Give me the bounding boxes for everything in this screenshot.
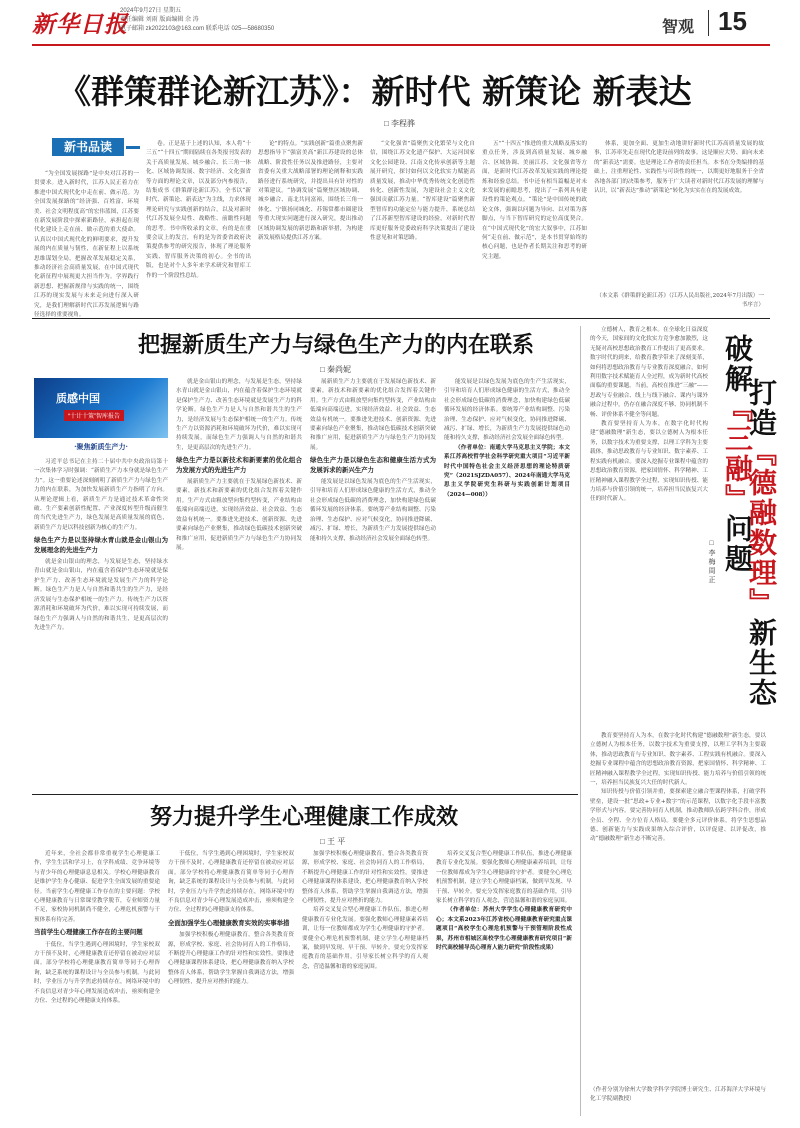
think-tank-banner bbox=[34, 378, 168, 438]
header-rule bbox=[32, 44, 770, 46]
banner-title: 质感中国 bbox=[56, 393, 100, 405]
right-column-divider bbox=[580, 326, 581, 1116]
page-number: 15 bbox=[718, 6, 747, 36]
issue-date: 2024年9月27日 星期五 bbox=[120, 8, 182, 14]
article3-col-1: 近年来，全社会都非常重视学生心理健康工作，学生生活和学习上，在学科成绩、竞争环境等与青少年的心理健康息息相关。学校心理健康教育是维护学生身心健康、促进学生全面发展的重要途径。当前学生心理健康工作存在的主要问题：学校心理健康教育与日常课堂教学脱节，专业师资力量不足，家校协同机制尚不健全，心理危机预警与干预体系有待完善。 当前学生心理健康工作存在的主要问题 于低位，当学生遇到心理困境时，学生家校双方干预不及时，心理健康教育还停留在被动应对层面。部分学校将心理健康教育简单等同于心理咨询，缺乏系统的课程设计与全员参与机制。与此同时，学业压力与升学焦虑持续存在，网络环境中的不良信息对青少年心理发展造成冲击，亟须构建全方位、全过程的心理健康支持体系。 bbox=[34, 851, 160, 1005]
article1-col-1: “为全国发展探路”是中央对江苏的一贯要求。进入新时代，江苏人民正着力在推进中国式现代化中走在前、做示范。为全国发展探路的“经济强、百姓富、环境美、社会文明程度高”的宏伟蓝图，江苏要在新发展阶段中探索新路径，承担起在现代化建设上走在前、做示范的重大使命。认真以中国式现代化的鲜明要求，提升发展的内在质量与韧性，在新征程上以系统思维谋划全局，把握改革发展稳定关系，推动经济社会高质量发展，在中国式现代化新征程中展现更大担当作为。学界践行新思想、把握新规律与实践的统一，围绕江苏的现实发展与未来走向进行深入研究，是我们理解新时代江苏发展逻辑与路径选择的重要视角。 bbox=[34, 171, 139, 319]
article2-title: 把握新质生产力与绿色生产力的内在联系 bbox=[138, 332, 535, 358]
article1-col-5: 五”“十四五”推进的重大战略及落实的重点任务，涉及到高质量发展、城乡融合、区域协调、美丽江苏、文化强省等方面，是新时代江苏改革发展实践的理论提炼和经验总结。书中还有相当篇幅是对未来发展的前瞻思考，提出了一系列具有建设性的策论观点。“策论”是中国传统的政论文体，强调以问题为导向、以对策为落脚点，与当下智库研究的定位高度契合。在“中国式现代化”的宏大叙事中，江苏如何“走在前、做示范”，是本书贯穿始终的核心问题，也是作者长期关注和思考的研究主题。 bbox=[482, 141, 587, 260]
masthead bbox=[0, 0, 800, 44]
article1-bottom-rule bbox=[32, 318, 770, 319]
article1-col-6: 体系，更加全面、更加生动地讲好新时代江苏高质量发展的故事，江苏率先走在现代化建设前列的故事。这是顺应大势、面向未来的“新表达”需要。也是理论工作者的责任担当。本书在分类编排的基础上，注重理论性、实践性与可读性的统一，以期更好地服务于全省各地各部门的决策参考，服务于广大读者对新时代江苏发展的理解与认识，以“新表达”推动“新策论”转化为实实在在的发展成效。 bbox=[594, 141, 764, 195]
article4-title: 破解『三融』问题 bbox=[721, 334, 754, 574]
article4-author: □ 李 梅 周 正 bbox=[708, 540, 715, 583]
article4-col-1: 立德树人，教育之根本。在全球化日益深度的今天，国家间的文化软实力竞争愈加激烈，这无疑对高校思想政治教育工作提出了更高要求。数字时代的到来，给教育教学带来了深刻变革，如何将思想政治教育与专业教育深度融合，如何利用数字技术赋能育人全过程，成为新时代高校面临的重要课题。当前，高校在推进“三融”——思政与专业融合、线上与线下融合、课内与课外融合过程中，仍存在融合深度不够、协同机制不畅、评价体系不健全等问题。 教育要坚持育人为本，在数字化时代构建“德融数理”新生态，要以立德树人为根本任务，以数字技术为重要支撑，以理工学科为主要载体，推动思政教育与专业知识、数字素养、工程实践有机融合。要深入挖掘专业课程中蕴含的思想政治教育资源，把家国情怀、科学精神、工匠精神融入课程教学全过程，实现知识传授、能力培养与价值引领的统一，培养担当民族复兴大任的时代新人。 bbox=[590, 327, 708, 503]
article1-author: □ 李程骅 bbox=[384, 119, 416, 128]
article3-col-2: 于低位，当学生遇到心理困境时，学生家校双方干预不及时，心理健康教育还停留在被动应对层面。部分学校将心理健康教育简单等同于心理咨询，缺乏系统的课程设计与全员参与机制。与此同时，学业压力与升学焦虑持续存在，网络环境中的不良信息对青少年心理发展造成冲击，亟须构建全方位、全过程的心理健康支持体系。 全面加强学生心理健康教育实效的实事举措 加强学校积极心理健康教育，整合各类教育资源，形成学校、家庭、社会协同育人的工作格局，不断提升心理健康工作的针对性和实效性。要推进心理健康课程体系建设，把心理健康教育纳入学校整体育人体系，帮助学生掌握自我调适方法，增强心理韧性，提升应对挫折的能力。 bbox=[168, 851, 294, 986]
header-divider bbox=[708, 10, 709, 36]
article2-author: □ 秦尚妮 bbox=[320, 365, 352, 374]
article3-title: 努力提升学生心理健康工作成效 bbox=[150, 804, 459, 830]
article1-footnote: （本文系《群策群论新江苏》（江苏人民出版社,2024年7月出版）一书序言） bbox=[596, 293, 764, 309]
article4-col-2: 教育要坚持育人为本，在数字化时代构建“德融数理”新生态，要以立德树人为根本任务，以数字技术为重要支撑，以理工学科为主要载体，推动思政教育与专业知识、数字素养、工程实践有机融合。要深入挖掘专业课程中蕴含的思想政治教育资源，把家国情怀、科学精神、工匠精神融入课程教学全过程，实现知识传授、能力培养与价值引领的统一，培养担当民族复兴大任的时代新人。 知识传授与价值引领并重，要探索建立融合型课程体系，打破学科壁垒，建设一批“思政+专业+数字”的示范课程，以数字化手段丰富教学形式与内容。要完善协同育人机制，推动教师队伍跨学科合作，形成全员、全程、全方位育人格局。要健全多元评价体系，将学生思想品德、创新能力与实践成果纳入综合评价，以评促建、以评促改，推动“德融数理”新生态不断完善。 bbox=[590, 733, 766, 843]
article1-col-3: 论”的特点。“实践创新”篇重点聚焦新思想指导下“强富美高”新江苏建设的总体战略、阶段性任务以及推进路径，主要对省委有关重大战略部署的理论阐释和实践路径进行系统研究，并提出具有针对性的对策建议。“协调发展”篇聚焦区域协调、城乡融合、南北共同富裕，围绕长三角一体化、宁镇扬同城化、苏锡常都市圈建设等重大现实问题进行深入研究，提出推动区域协调发展的新思路和新举措，为构建新发展格局提供江苏方案。 bbox=[258, 141, 363, 242]
editor-info: 责任编辑 刘雨 版面编辑 余 涛 bbox=[120, 17, 199, 23]
newspaper-logo: 新华日报 bbox=[32, 11, 128, 38]
article4-note: （作者分别为徐州大学数学科学学院博士研究生、江苏海洋大学环境与化工学院副教授） bbox=[590, 1087, 766, 1103]
article2-bottom-rule bbox=[32, 794, 578, 795]
article2-col-2: 就是金山银山的理念，与发展是生态，坚持绿水青山就是金山银山，内在蕴含着保护生态环境就是保护生产力、改善生态环境就是发展生产力的科学论断。绿色生产力是人与自然和谐共生的生产力，是经济发展与生态保护相统一的生产力。传统生产力以资源消耗和环境破坏为代价，难以实现可持续发展，而绿色生产力强调人与自然的和谐共生，是更高层次的先进生产力。 绿色生产力是以新技术和新要素的优化组合为发展方式的先进生产力 展新质生产力主要就在于发展绿色新技术、新要素，新技术和新要素的优化组合发挥着关键作用。生产方式由粗放型向集约型转变，产业结构由低端向高端迈进，实现经济效益、社会效益、生态效益有机统一。要推进先进技术、创新资源、先进要素向绿色产业聚集，推动绿色低碳技术创新突破和推广应用，促进新质生产力与绿色生产力协同发展。 bbox=[176, 379, 302, 551]
banner-subtitle: “十计十策”智库报告 bbox=[64, 410, 124, 421]
article2-col-1: 习近平总书记在主持二十届中共中央政治局第十一次集体学习时强调：“新质生产力本身就是绿色生产力”。这一重要论述深刻阐明了新质生产力与绿色生产力的内在联系，为加快发展新质生产力指明了方向。从理论逻辑上看，新质生产力是通过技术革命性突破、生产要素创新性配置、产业深度转型升级而催生的当代先进生产力，绿色发展是高质量发展的底色，新质生产力是以科技创新为核心的生产力。 绿色生产力是以坚持绿水青山就是金山银山为发展理念的先进生产力 就是金山银山的理念，与发展是生态，坚持绿水青山就是金山银山，内在蕴含着保护生态环境就是保护生产力、改善生态环境就是发展生产力的科学论断。绿色生产力是人与自然和谐共生的生产力，是经济发展与生态保护相统一的生产力。传统生产力以资源消耗和环境破坏为代价，难以实现可持续发展，而绿色生产力强调人与自然的和谐共生，是更高层次的先进生产力。 bbox=[34, 459, 168, 631]
article4-title-line2: 打造『德融数理』新生态 bbox=[745, 378, 778, 708]
article2-col-3: 展新质生产力主要就在于发展绿色新技术、新要素，新技术和新要素的优化组合发挥着关键作用。生产方式由粗放型向集约型转变，产业结构由低端向高端迈进，实现经济效益、社会效益、生态效益有机统一。要推进先进技术、创新资源、先进要素向绿色产业聚集，推动绿色低碳技术创新突破和推广应用，促进新质生产力与绿色生产力协同发展。 绿色生产力是以绿色生态和健康生活方式为发展诉求的新兴生产力 能发展是以绿色发展为底色的生产生活现实，引导和培育人们形成绿色健康的生活方式，推动全社会形成绿色低碳的消费理念，加快构建绿色低碳循环发展的经济体系。要统筹产业结构调整、污染治理、生态保护、应对气候变化，协同推进降碳、减污、扩绿、增长，为新质生产力发展提供绿色动能和持久支撑，推动经济社会发展全面绿色转型。 bbox=[310, 379, 436, 542]
contact-info: 电子邮箱 zk2022103@163.com 联系电话 025—58680350 bbox=[120, 26, 275, 32]
article3-col-3: 加强学校积极心理健康教育，整合各类教育资源，形成学校、家庭、社会协同育人的工作格局，不断提升心理健康工作的针对性和实效性。要推进心理健康课程体系建设，把心理健康教育纳入学校整体育人体系，帮助学生掌握自我调适方法，增强心理韧性，提升应对挫折的能力。 培养交叉复合型心理健康工作队伍，推进心理健康教育专业化发展。要强化教师心理健康素养培训，让每一位教师都成为学生心理健康的守护者。要健全心理危机预警机制，建立学生心理健康档案，做到早发现、早干预、早转介。要充分发挥家庭教育的基础作用，引导家长树立科学的育人观念，营造温馨和谐的家庭氛围。 bbox=[302, 851, 428, 970]
article1-title: 《群策群论新江苏》：新时代 新策论 新表达 bbox=[58, 72, 692, 111]
article1-col-2: 卷。正是基于上述的认知，本人将“十三五”“十四五”期间陆续在各类报刊发表的关于高质量发展、城乡融合、长三角一体化、区域协调发展、数字经济、文化强省等方面的理论文章，以及部分内参报告，结集成书《群策群论新江苏》。全书以“新时代、新策论、新表达”为主线，力求体现理论研究与实践创新的结合，以及对新时代江苏发展全局性、战略性、前瞻性问题的思考。书中所收录的文章，有的是在重要会议上的发言，有的是为省委省政府决策提供参考的研究报告，体现了理论服务实践、智库服务决策的初心。全书的出版，也是对个人多年来学术研究和智库工作的一个阶段性总结。 bbox=[146, 141, 251, 279]
banner-caption: ·聚焦新质生产力· bbox=[74, 442, 128, 451]
new-book-badge: 新书品读 bbox=[52, 138, 124, 156]
article1-col-4: “文化强省”篇聚焦文化繁荣与文化自信，围绕江苏文化遗产保护、大运河国家文化公园建设、江南文化传承创新等主题展开研究，探讨如何以文化软实力赋能高质量发展，推动中华优秀传统文化创造性转化、创新性发展，为建设社会主义文化强国贡献江苏力量。“智库建设”篇聚焦新型智库的功能定位与能力提升，系统总结了江苏新型智库建设的经验，对新时代智库更好服务党委政府科学决策提出了建设性意见和对策思路。 bbox=[370, 141, 475, 242]
article3-author: □ 王 平 bbox=[320, 837, 346, 846]
article3-col-4: 培养交叉复合型心理健康工作队伍，推进心理健康教育专业化发展。要强化教师心理健康素养培训，让每一位教师都成为学生心理健康的守护者。要健全心理危机预警机制，建立学生心理健康档案，做到早发现、早干预、早转介。要充分发挥家庭教育的基础作用，引导家长树立科学的育人观念，营造温馨和谐的家庭氛围。 （作者单位：苏州大学学生心理健康教育研究中心；本文系2023年江苏省校心理健康教育研究重点课题项目“高校学生心理危机预警与干预管理阶段性成果，苏州市相城区高校学生心理健康教育研究项目“新时代高校辅导员心理育人能力研究”阶段性成果） bbox=[436, 851, 572, 952]
badge-accent bbox=[126, 146, 140, 149]
article2-col-4: 能发展是以绿色发展为底色的生产生活现实，引导和培育人们形成绿色健康的生活方式，推动全社会形成绿色低碳的消费理念，加快构建绿色低碳循环发展的经济体系。要统筹产业结构调整、污染治理、生态保护、应对气候变化，协同推进降碳、减污、扩绿、增长，为新质生产力发展提供绿色动能和持久支撑，推动经济社会发展全面绿色转型。 （作者单位：南通大学马克思主义学院；本文系江苏高校哲学社会科学研究重大项目“习近平新时代中国特色社会主义经济思想的理论特质研究”（2021SJZDA057）、2024年南通大学马克思主义学院研究生科研与实践创新计划项目（2024—008）） bbox=[444, 379, 570, 498]
section-name: 智观 bbox=[662, 19, 695, 36]
